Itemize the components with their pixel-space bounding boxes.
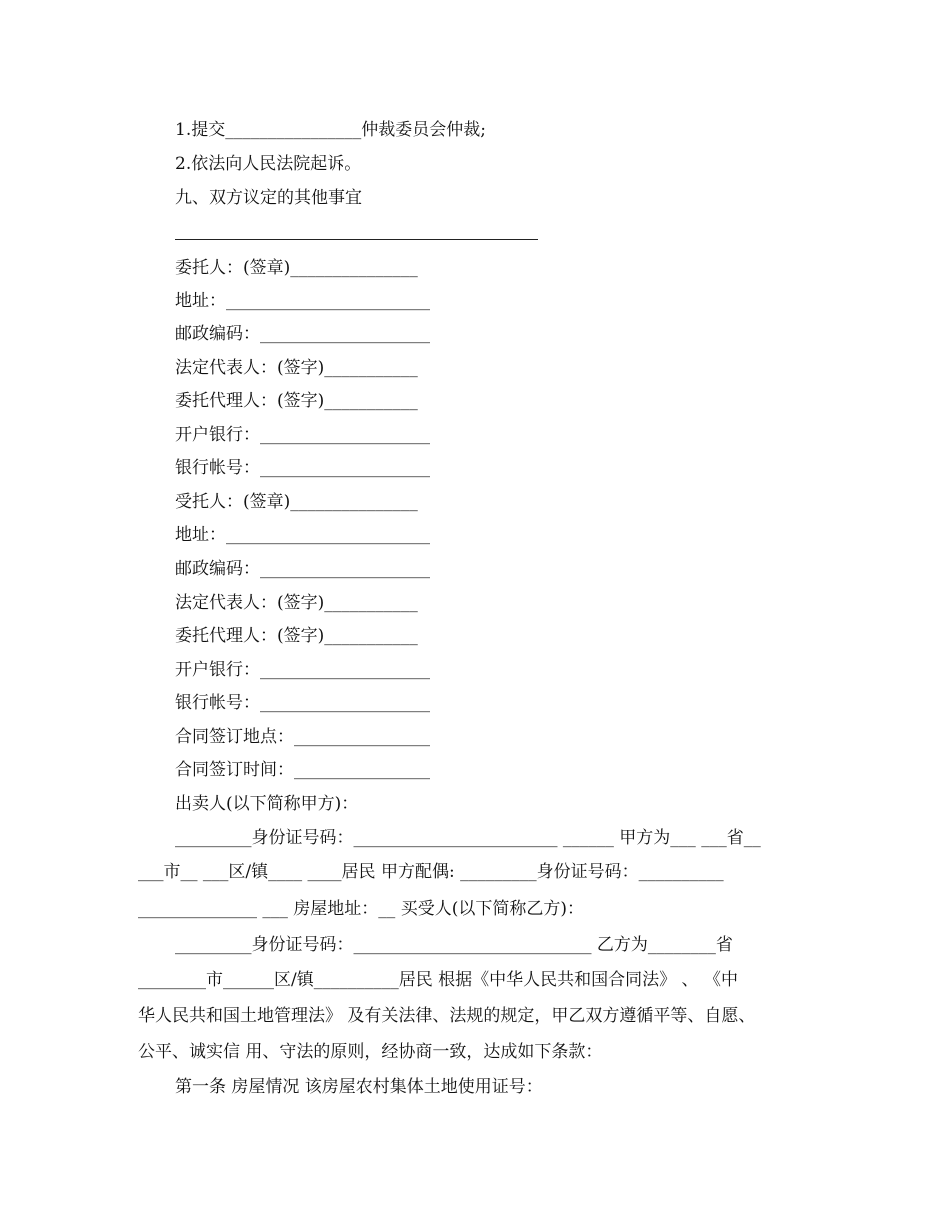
seller-spouse-line: ___市__ ___区/镇____ ____居民 甲方配偶: _________身份证号码：__________	[138, 862, 724, 882]
principal-address: 地址：________________________	[175, 291, 430, 311]
arbitration-clause: 1.提交________________仲裁委员会仲裁;	[175, 120, 486, 140]
principal-agent: 委托代理人：(签字)___________	[175, 391, 418, 411]
house-address-line: ______________ ___ 房屋地址：__ 买受人(以下简称乙方)：	[138, 899, 584, 919]
signing-place: 合同签订地点：________________	[175, 727, 430, 747]
principal-bank: 开户银行：____________________	[175, 425, 430, 445]
principal-postcode: 邮政编码：____________________	[175, 324, 430, 344]
agent-legal-rep: 法定代表人：(签字)___________	[175, 593, 418, 613]
lawsuit-clause: 2.依法向人民法院起诉。	[175, 154, 362, 174]
seller-heading: 出卖人(以下简称甲方)：	[175, 794, 359, 814]
seller-id-line: _________身份证号码：________________________ ______ 甲方为___ ___省__	[175, 828, 761, 848]
buyer-id-line: _________身份证号码：____________________________ 乙方为________省	[175, 935, 733, 955]
buyer-residence-line: ________市______区/镇__________居民 根据《中华人民共和国合同法》 、 《中	[138, 970, 738, 990]
agent-seal: 受托人：(签章)_______________	[175, 492, 418, 512]
agent-postcode: 邮政编码：____________________	[175, 559, 430, 579]
agent-address: 地址：________________________	[175, 525, 430, 545]
principles-line: 公平、诚实信 用、守法的原则，经协商一致，达成如下条款：	[138, 1042, 603, 1062]
agent-bank: 开户银行：____________________	[175, 660, 430, 680]
principal-legal-rep: 法定代表人：(签字)___________	[175, 358, 418, 378]
article-one: 第一条 房屋情况 该房屋农村集体土地使用证号：	[175, 1077, 543, 1097]
agent-account: 银行帐号：____________________	[175, 693, 430, 713]
signing-time: 合同签订时间：________________	[175, 760, 430, 780]
blank-rule	[175, 239, 538, 240]
section-nine-heading: 九、双方议定的其他事宜	[175, 188, 362, 208]
agent-agent: 委托代理人：(签字)___________	[175, 626, 418, 646]
principal-seal: 委托人：(签章)_______________	[175, 258, 418, 278]
legal-basis-line: 华人民共和国土地管理法》 及有关法律、法规的规定，甲乙双方遵循平等、自愿、	[138, 1006, 756, 1026]
principal-account: 银行帐号：____________________	[175, 458, 430, 478]
